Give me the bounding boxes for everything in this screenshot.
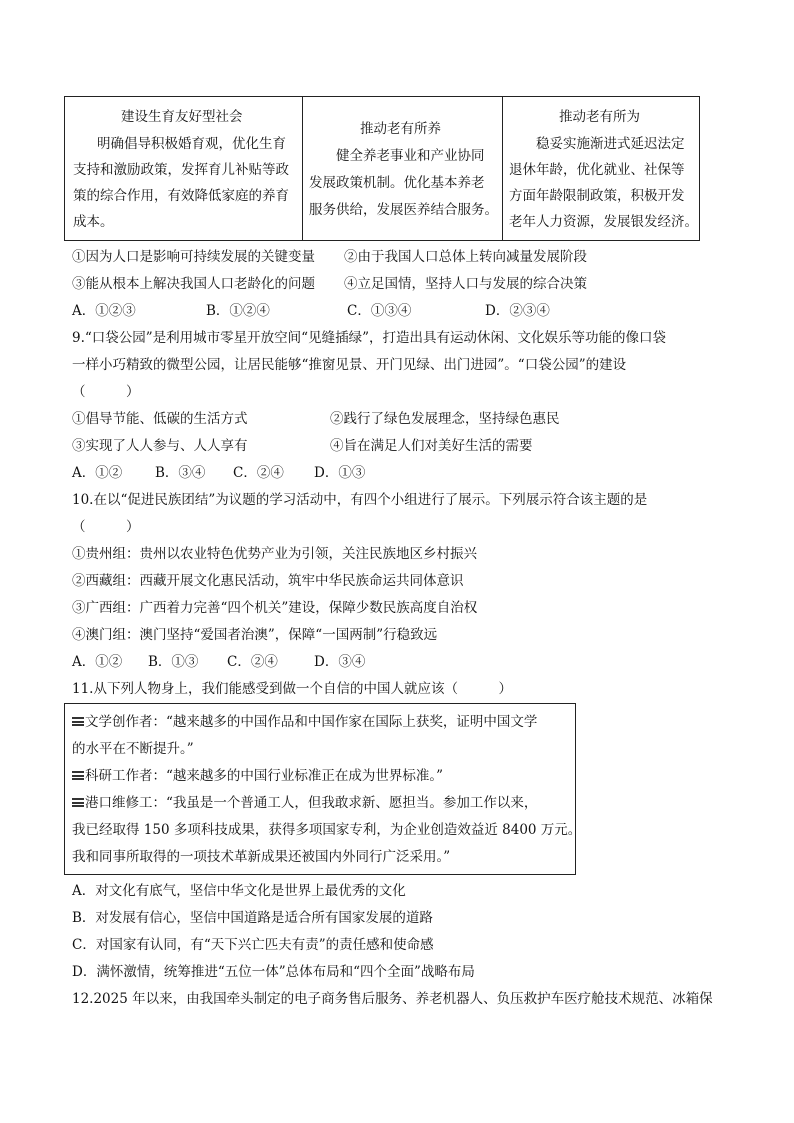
q9-choice-d: D．①③ bbox=[314, 465, 366, 481]
cell-title: 推动老有所养 bbox=[360, 121, 441, 137]
q9-stem-line-1: 9.“口袋公园”是利用城市零星开放空间“见缝插绿”，打造出具有运动休闲、文化娱乐等功能的像口袋 bbox=[72, 330, 666, 346]
quote-port-worker-cont-2: 我和同事所取得的一项技术革新成果还被国内外同行广泛采用。” bbox=[72, 849, 451, 865]
quote-literature-cont: 的水平在不断提升。” bbox=[72, 741, 194, 757]
list-lines-icon bbox=[72, 771, 84, 780]
q10-choice-d: D．③④ bbox=[314, 654, 366, 670]
q11-quote-box bbox=[64, 703, 582, 875]
q10-choice-c: C．②④ bbox=[227, 654, 278, 670]
q10-choice-a: A．①② bbox=[72, 654, 123, 670]
q10-option-4: ④澳门组：澳门坚持“爱国者治澳”，保障“一国两制”行稳致远 bbox=[72, 627, 438, 643]
cell-line: 策的综合作用，有效降低家庭的养育 bbox=[73, 188, 289, 204]
q10-choice-b: B．①③ bbox=[148, 654, 199, 670]
quote-research-text: 科研工作者：“越来越多的中国行业标准正在成为世界标准。” bbox=[85, 768, 444, 784]
q8-option-4: ④立足国情，坚持人口与发展的综合决策 bbox=[344, 276, 587, 292]
q12-stem-line-1: 12.2025 年以来，由我国牵头制定的电子商务售后服务、养老机器人、负压救护车医疗舱技术规范、冰箱保 bbox=[72, 991, 713, 1007]
quote-literature-text: 文学创作者：“越来越多的中国作品和中国作家在国际上获奖，证明中国文学 bbox=[85, 714, 538, 730]
q11-stem: 11.从下列人物身上，我们能感受到做一个自信的中国人就应该（ ） bbox=[72, 681, 512, 697]
q9-option-1: ①倡导节能、低碳的生活方式 bbox=[72, 411, 248, 427]
q11-choice-c: C．对国家有认同，有“天下兴亡匹夫有责”的责任感和使命感 bbox=[72, 937, 434, 953]
quote-port-worker bbox=[72, 794, 537, 812]
cell-line: 成本。 bbox=[73, 214, 114, 230]
cell-title: 建设生育友好型社会 bbox=[121, 109, 243, 125]
cell-line: 明确倡导积极婚育观，优化生育 bbox=[97, 136, 286, 152]
q9-choice-b: B．③④ bbox=[155, 465, 206, 481]
quote-literature bbox=[72, 713, 537, 731]
q10-option-3: ③广西组：广西着力完善“四个机关”建设，保障少数民族高度自治权 bbox=[72, 600, 478, 616]
list-lines-icon bbox=[72, 717, 84, 726]
q9-option-4: ④旨在满足人们对美好生活的需要 bbox=[330, 438, 533, 454]
cell-line: 退休年龄，优化就业、社保等 bbox=[509, 162, 685, 178]
q10-option-2: ②西藏组：西藏开展文化惠民活动，筑牢中华民族命运共同体意识 bbox=[72, 573, 464, 589]
cell-title: 推动老有所为 bbox=[559, 109, 640, 125]
list-lines-icon bbox=[72, 798, 84, 807]
q9-stem-line-2: 一样小巧精致的微型公园，让居民能够“推窗见景、开门见绿、出门进园”。“口袋公园”的建设 bbox=[72, 357, 627, 373]
q10-option-1: ①贵州组：贵州以农业特色优势产业为引领，关注民族地区乡村振兴 bbox=[72, 546, 477, 562]
q9-answer-blank: （ ） bbox=[72, 384, 140, 400]
q8-option-3: ③能从根本上解决我国人口老龄化的问题 bbox=[72, 276, 315, 292]
q9-choice-c: C．②④ bbox=[233, 465, 284, 481]
table-cell-elderly-work bbox=[503, 97, 699, 240]
q10-answer-blank: （ ） bbox=[72, 519, 140, 535]
cell-line: 健全养老事业和产业协同 bbox=[336, 148, 485, 164]
cell-line: 方面年龄限制政策，积极开发 bbox=[509, 188, 685, 204]
cell-line: 稳妥实施渐进式延迟法定 bbox=[536, 136, 685, 152]
table-cell-fertility bbox=[65, 97, 303, 240]
q8-option-2: ②由于我国人口总体上转向减量发展阶段 bbox=[344, 249, 587, 265]
quote-research bbox=[72, 767, 443, 785]
q8-choice-a: A．①②③ bbox=[72, 303, 136, 319]
q8-choice-c: C．①③④ bbox=[347, 303, 412, 319]
quote-port-worker-text: 港口维修工：“我虽是一个普通工人，但我敢求新、愿担当。参加工作以来， bbox=[85, 795, 538, 811]
quote-port-worker-cont: 我已经取得 150 多项科技成果，获得多项国家专利，为企业创造效益近 8400 万元。 bbox=[72, 822, 582, 838]
table-cell-elderly-care bbox=[303, 97, 503, 240]
cell-line: 发展政策机制。优化基本养老 bbox=[309, 175, 485, 191]
q11-choice-a: A．对文化有底气，坚信中华文化是世界上最优秀的文化 bbox=[72, 883, 406, 899]
q8-option-1: ①因为人口是影响可持续发展的关键变量 bbox=[72, 249, 315, 265]
q9-option-3: ③实现了人人参与、人人享有 bbox=[72, 438, 248, 454]
q8-choice-d: D．②③④ bbox=[485, 303, 550, 319]
policy-table bbox=[64, 96, 700, 241]
cell-line: 服务供给，发展医养结合服务。 bbox=[309, 202, 498, 218]
q11-choice-d: D．满怀激情，统筹推进“五位一体”总体布局和“四个全面”战略布局 bbox=[72, 964, 475, 980]
q9-option-2: ②践行了绿色发展理念，坚持绿色惠民 bbox=[330, 411, 560, 427]
cell-line: 支持和激励政策，发挥育儿补贴等政 bbox=[73, 162, 289, 178]
q9-choice-a: A．①② bbox=[72, 465, 123, 481]
cell-line: 老年人力资源，发展银发经济。 bbox=[509, 214, 698, 230]
q8-choice-b: B．①②④ bbox=[206, 303, 270, 319]
q11-choice-b: B．对发展有信心，坚信中国道路是适合所有国家发展的道路 bbox=[72, 910, 433, 926]
q10-stem-line-1: 10.在以“促进民族团结”为议题的学习活动中，有四个小组进行了展示。下列展示符合该主题的是 bbox=[72, 492, 648, 508]
